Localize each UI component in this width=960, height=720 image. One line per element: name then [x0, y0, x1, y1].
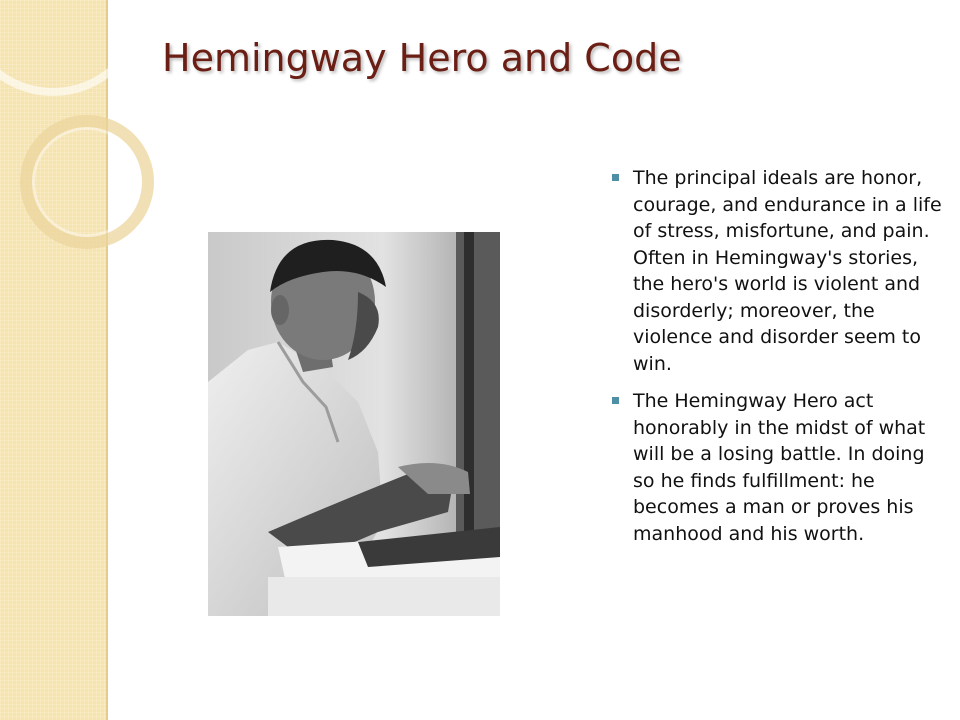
- hemingway-photo: [208, 232, 500, 616]
- bullet-item: [612, 165, 942, 377]
- bullet-item: [612, 388, 942, 547]
- bullet-text: The principal ideals are honor, courage, and endurance in a life of stress, misfortune, and pain. Often in Hemingway's stories, the hero's world is violent and disorderly; moreover, the violence and disorder seem to win.: [633, 167, 942, 375]
- slide-title: Hemingway Hero and Code: [162, 36, 682, 80]
- bullet-content: [612, 165, 942, 558]
- decorative-ring: [20, 115, 154, 249]
- bullet-text: The Hemingway Hero act honorably in the midst of what will be a losing battle. In doing so he finds fulfillment: he becomes a man or proves his manhood and his worth.: [633, 390, 926, 545]
- square-bullet-icon: [612, 397, 619, 404]
- bullet-list: [612, 165, 942, 547]
- portrait-photo-icon: [208, 232, 500, 616]
- decorative-side-band: [0, 0, 108, 720]
- decorative-ring: [0, 0, 146, 96]
- square-bullet-icon: [612, 174, 619, 181]
